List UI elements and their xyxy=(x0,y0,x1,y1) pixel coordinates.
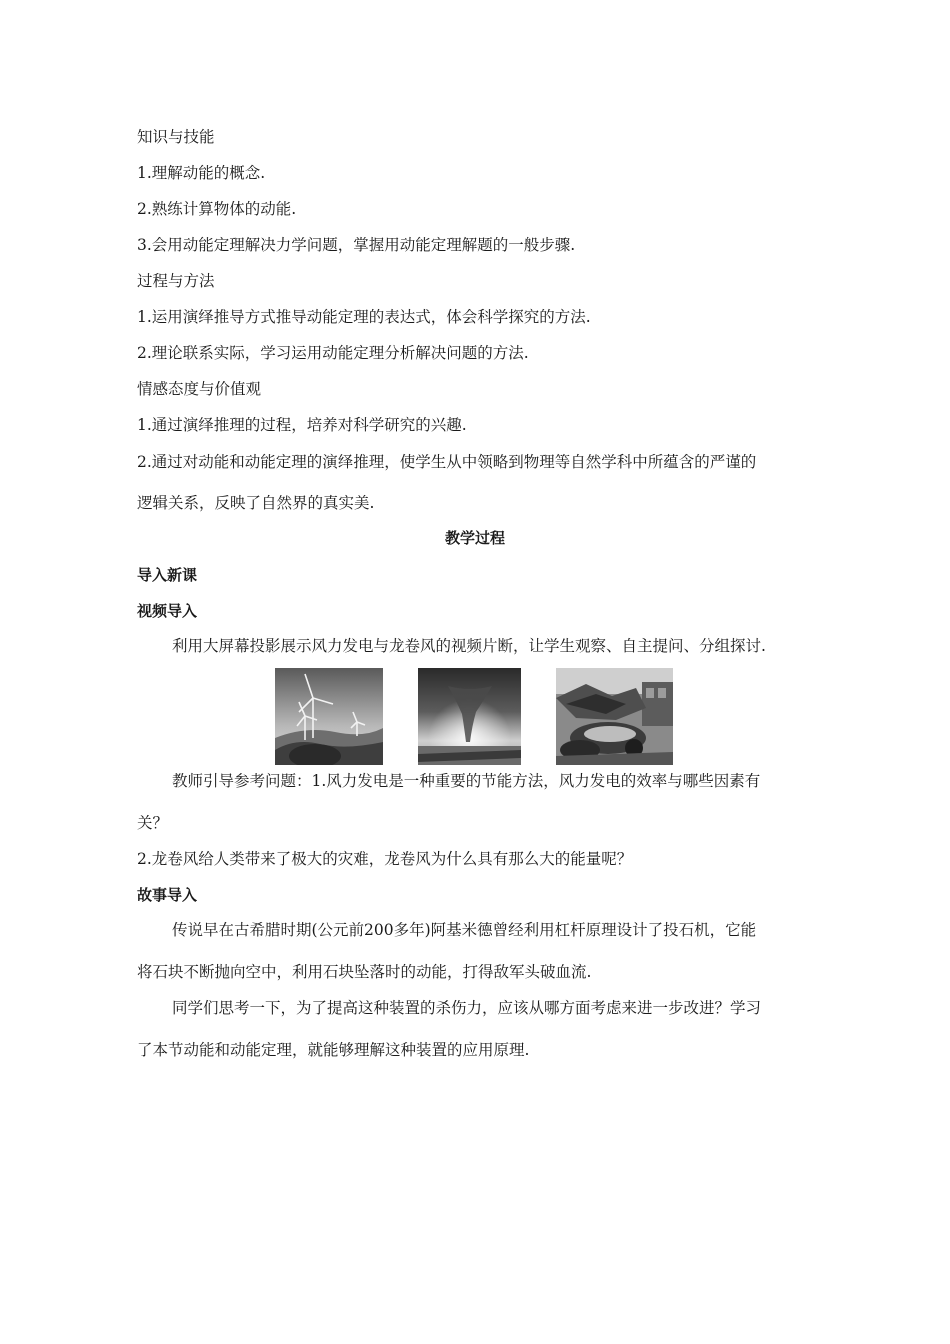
guide-question-2: 2.龙卷风给人类带来了极大的灾难，龙卷风为什么具有那么大的能量呢？ xyxy=(137,850,633,868)
process-item-1: 1.运用演绎推导方式推导动能定理的表达式，体会科学探究的方法. xyxy=(137,308,591,326)
tornado-photo xyxy=(418,668,521,765)
storm-damage-photo xyxy=(556,668,673,765)
think-paragraph-line-1: 同学们思考一下，为了提高这种装置的杀伤力，应该从哪方面考虑来进一步改进？学习 xyxy=(172,999,762,1017)
guide-question-line-2: 关？ xyxy=(137,814,169,832)
story-paragraph-line-1: 传说早在古希腊时期(公元前200多年)阿基米德曾经利用杠杆原理设计了投石机，它能 xyxy=(172,921,757,939)
story-paragraph-line-2: 将石块不断抛向空中，利用石块坠落时的动能，打得敌军头破血流. xyxy=(137,963,592,981)
story-heading: 故事导入 xyxy=(137,886,198,904)
intro-heading: 导入新课 xyxy=(137,566,198,584)
knowledge-item-3: 3.会用动能定理解决力学问题，掌握用动能定理解题的一般步骤. xyxy=(137,236,576,254)
knowledge-item-1: 1.理解动能的概念. xyxy=(137,164,266,182)
teaching-process-title: 教学过程 xyxy=(444,529,505,547)
attitude-item-2-cont: 逻辑关系，反映了自然界的真实美. xyxy=(137,494,375,512)
section-heading-process: 过程与方法 xyxy=(137,272,215,290)
video-heading: 视频导入 xyxy=(137,602,198,620)
think-paragraph-line-2: 了本节动能和动能定理，就能够理解这种装置的应用原理. xyxy=(137,1041,530,1059)
attitude-item-1: 1.通过演绎推理的过程，培养对科学研究的兴趣. xyxy=(137,416,467,434)
process-item-2: 2.理论联系实际，学习运用动能定理分析解决问题的方法. xyxy=(137,344,529,362)
section-heading-attitude: 情感态度与价值观 xyxy=(137,380,262,398)
video-paragraph: 利用大屏幕投影展示风力发电与龙卷风的视频片断，让学生观察、自主提问、分组探讨. xyxy=(172,637,766,655)
wind-turbines-photo xyxy=(275,668,383,765)
knowledge-item-2: 2.熟练计算物体的动能. xyxy=(137,200,297,218)
section-heading-knowledge: 知识与技能 xyxy=(137,128,215,146)
guide-question-line-1: 教师引导参考问题：1.风力发电是一种重要的节能方法，风力发电的效率与哪些因素有 xyxy=(172,772,761,790)
attitude-item-2: 2.通过对动能和动能定理的演绎推理，使学生从中领略到物理等自然学科中所蕴含的严谨的 xyxy=(137,453,757,471)
